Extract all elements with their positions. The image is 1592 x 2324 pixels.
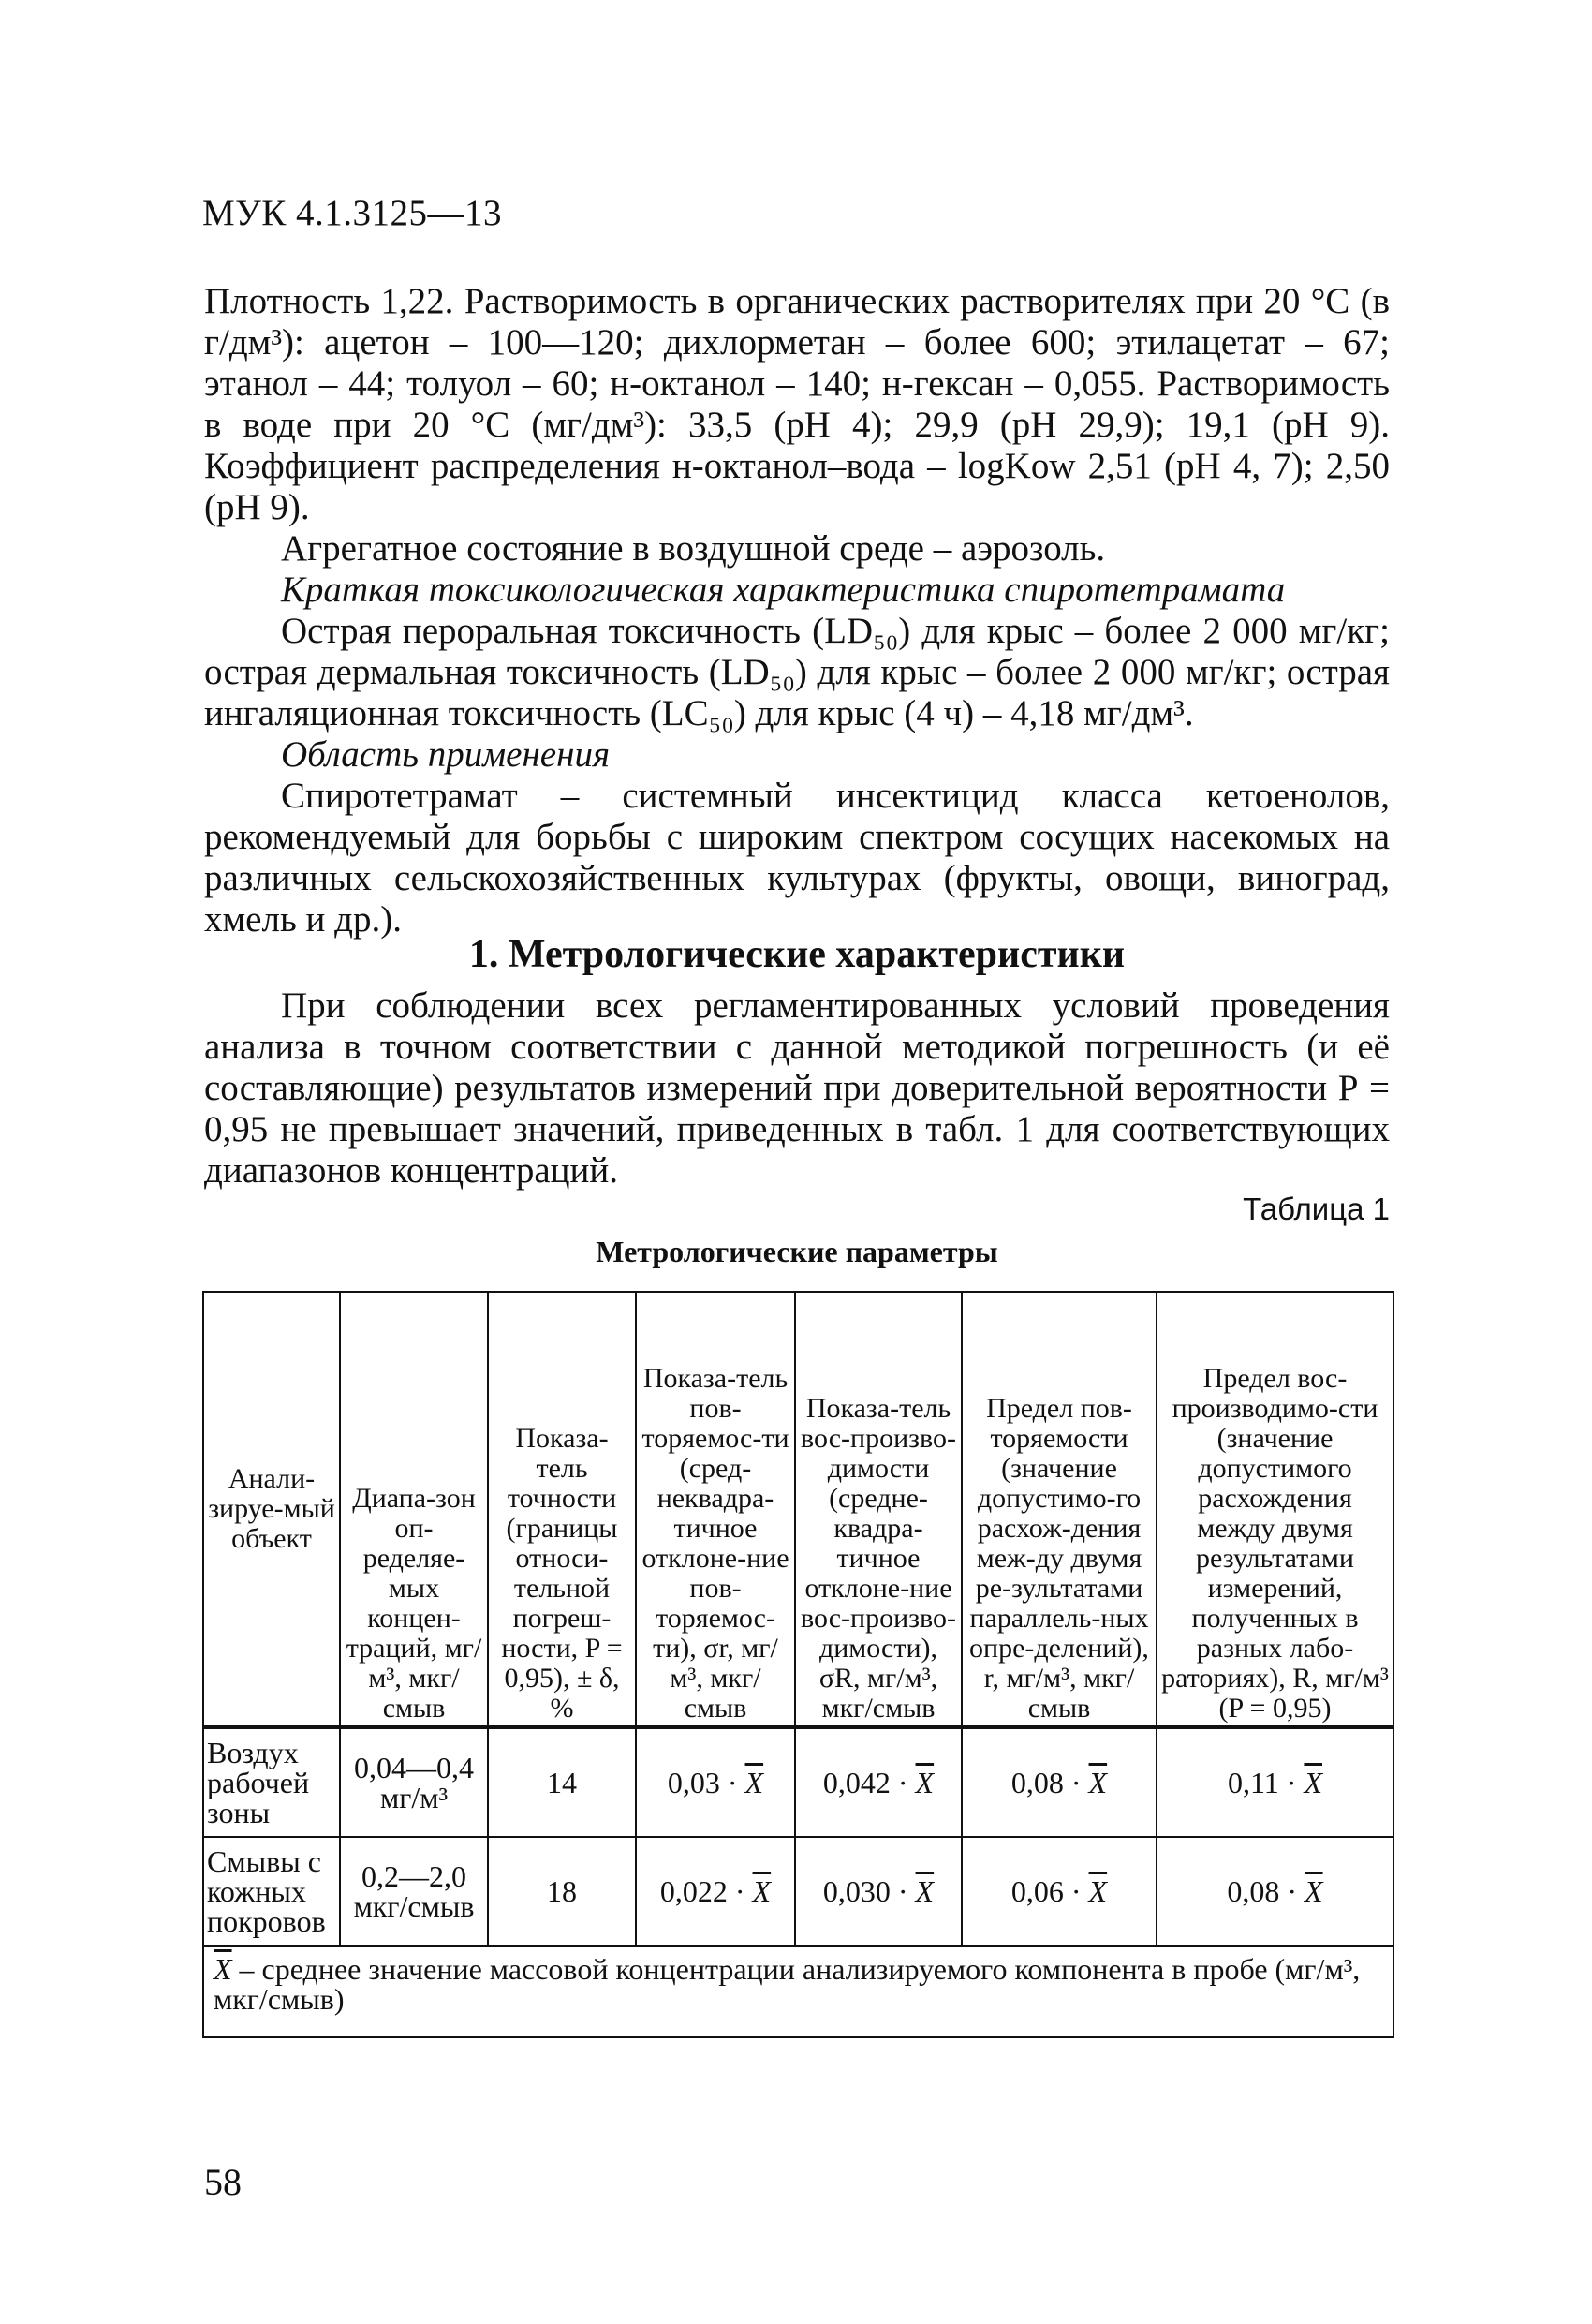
cell-object: Смывы с кожных покровов (203, 1837, 340, 1946)
cell-R-limit-coef: 0,11 · (1227, 1766, 1305, 1799)
cell-object: Воздух рабочей зоны (203, 1727, 340, 1837)
cell-r-limit (962, 1837, 1157, 1946)
page-number: 58 (204, 2161, 242, 2203)
header-range: Диапа-зон оп-ределяе-мых концен-траций, мг/м³, мкг/смыв (340, 1292, 488, 1727)
cell-range: 0,04—0,4 мг/м³ (340, 1727, 488, 1837)
heading-application-area: Область применения (281, 734, 611, 775)
table-header-row (203, 1292, 1393, 1727)
paragraph-application: Спиротетрамат – системный инсектицид класса кетоенолов, рекомендуемый для борьбы с широким спектром сосущих насекомых на различных сельскохозяйственных культурах (фрукты, овощи, виноград, хмель и др.). (204, 776, 1390, 940)
cell-delta: 14 (488, 1727, 636, 1837)
table-note-text: – среднее значение массовой концентрации анализируемого компонента в пробе (мг/м³, мкг/смыв) (214, 1952, 1361, 2016)
cell-r-limit-coef: 0,06 · (1010, 1874, 1089, 1908)
cell-R-limit (1157, 1837, 1393, 1946)
section-title: 1. Метрологические характеристики (468, 933, 1126, 976)
x-mean-symbol: $\overline{X}$ (1088, 1766, 1108, 1799)
table-note (203, 1946, 1393, 2037)
x-mean-symbol: $\overline{X}$ (1305, 1874, 1323, 1908)
body-text-metrology (204, 985, 1390, 1192)
x-mean-symbol: $\overline{X}$ (915, 1766, 935, 1799)
cell-sigma-R (795, 1837, 962, 1946)
body-text-top (204, 281, 1390, 940)
x-mean-symbol: $\overline{X}$ (1304, 1766, 1322, 1799)
table-row (203, 1837, 1393, 1946)
table-note-row (203, 1946, 1393, 2037)
heading-toxicology: Краткая токсикологическая характеристика спиротетрамата (281, 570, 1286, 610)
cell-R-limit (1157, 1727, 1393, 1837)
header-reproducibility-limit: Предел вос-производимо-сти (значение допустимого расхождения между двумя результатами измерений, полученных в разных лабо-раториях), R, мг/м³ (P = 0,95) (1157, 1292, 1393, 1727)
header-accuracy: Показа-тель точности (границы относи-тельной погреш-ности, P = 0,95), ± δ, % (488, 1292, 636, 1727)
cell-sigma-R (795, 1727, 962, 1837)
cell-R-limit-coef: 0,08 · (1227, 1874, 1305, 1908)
header-repeatability-limit: Предел пов-торяемости (значение допустимо-го расхож-дения меж-ду двумя ре-зультатами параллель-ных опре-делений), r, мг/м³, мкг/смыв (962, 1292, 1157, 1727)
cell-r-limit-coef: 0,08 · (1010, 1766, 1089, 1799)
metrology-table (202, 1291, 1394, 2038)
x-mean-symbol: $\overline{X}$ (1088, 1874, 1108, 1908)
header-repeatability: Показа-тель пов-торяемос-ти (сред-неквадра-тичное отклоне-ние пов-торяемос-ти), σr, мг/м³, мкг/смыв (636, 1292, 795, 1727)
cell-sigma-r-coef: 0,03 · (667, 1766, 745, 1799)
paragraph-metrology: При соблюдении всех регламентированных условий проведения анализа в точном соответствии с данной методикой погрешность (и её составляющие) результатов измерений при доверительной вероятности Р = 0,95 не превышает значений, приведенных в табл. 1 для соответствующих диапазонов концентраций. (204, 985, 1390, 1191)
cell-sigma-r (636, 1727, 795, 1837)
cell-sigma-r-coef: 0,022 · (659, 1874, 753, 1908)
document-code: МУК 4.1.3125—13 (202, 193, 503, 233)
table-label: Таблица 1 (1243, 1192, 1390, 1226)
header-reproducibility: Показа-тель вос-произво-димости (средне-квадра-тичное отклоне-ние вос-произво-димости), σR, мг/м³, мкг/смыв (795, 1292, 962, 1727)
cell-delta: 18 (488, 1837, 636, 1946)
paragraph-properties: Плотность 1,22. Растворимость в органических растворителях при 20 °С (в г/дм³): ацетон – 100—120; дихлорметан – более 600; этилацетат – 67; этанол – 44; толуол – 60; н-октанол – 140; н-гексан – 0,055. Растворимость в воде при 20 °С (мг/дм³): 33,5 (рН 4); 29,9 (рН 29,9); 19,1 (рН 9). Коэффициент распределения н-октанол–вода – logKow 2,51 (рН 4, 7); 2,50 (рН 9). (204, 281, 1390, 527)
x-mean-symbol: $\overline{X}$ (752, 1874, 772, 1908)
x-mean-symbol: $\overline{X}$ (915, 1874, 935, 1908)
cell-r-limit (962, 1727, 1157, 1837)
table-caption: Метрологические параметры (596, 1235, 998, 1268)
paragraph-toxicity: Острая пероральная токсичность (LD₅₀) для крыс – более 2 000 мг/кг; острая дермальная токсичность (LD₅₀) для крыс – более 2 000 мг/кг; острая ингаляционная токсичность (LC₅₀) для крыс (4 ч) – 4,18 мг/дм³. (204, 611, 1390, 733)
x-mean-symbol: $\overline{X}$ (744, 1766, 764, 1799)
table-row (203, 1727, 1393, 1837)
paragraph-aggregate-state: Агрегатное состояние в воздушной среде – аэрозоль. (281, 528, 1106, 569)
cell-sigma-R-coef: 0,042 · (822, 1766, 916, 1799)
header-object: Анали-зируе-мый объект (203, 1292, 340, 1727)
cell-range: 0,2—2,0 мкг/смыв (340, 1837, 488, 1946)
cell-sigma-R-coef: 0,030 · (822, 1874, 916, 1908)
cell-sigma-r (636, 1837, 795, 1946)
x-mean-symbol: $\overline{X}$ (214, 1952, 232, 1986)
